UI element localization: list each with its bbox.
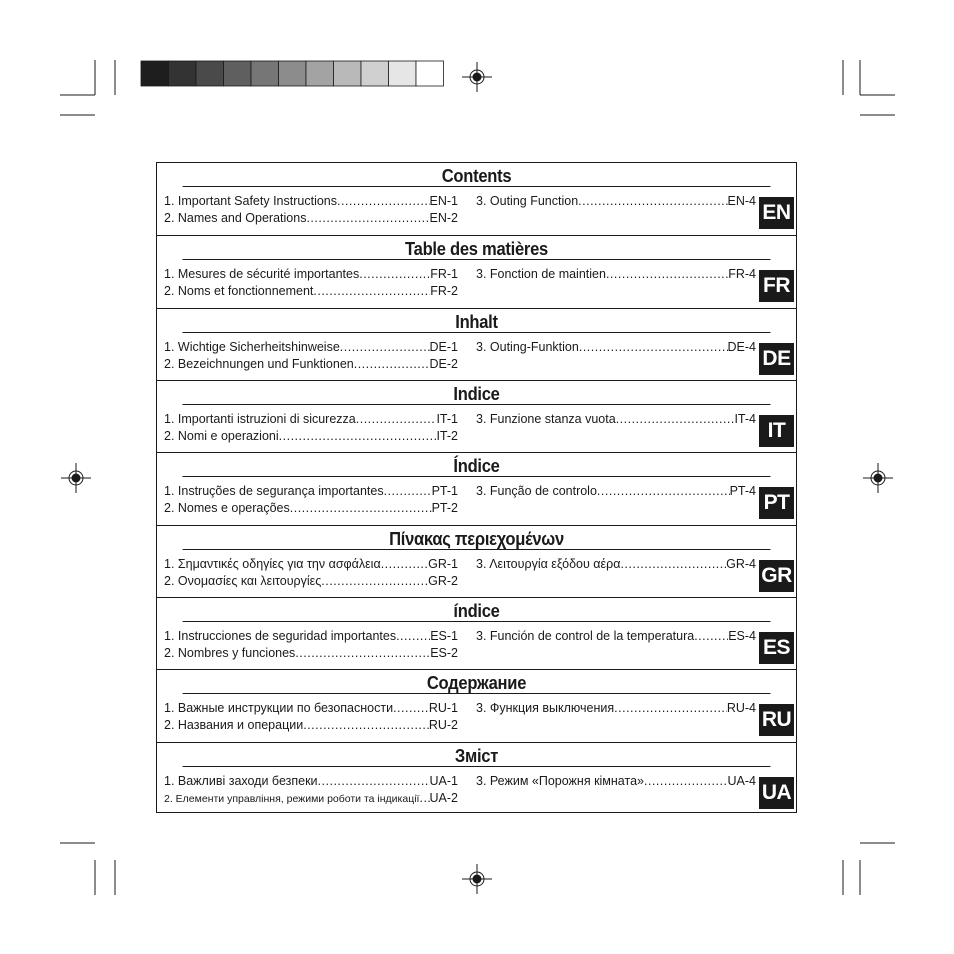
toc-section-pt [157, 452, 796, 524]
section-title: Зміст [183, 743, 771, 767]
entry-title: 2. Названия и операции [164, 718, 304, 733]
entry-title: 1. Важные инструкции по безопасности [164, 701, 394, 716]
entry-title: 1. Mesures de sécurité importantes [164, 267, 360, 282]
entry-title: 2. Nomes e operações [164, 501, 290, 516]
dot-leader [359, 266, 430, 283]
toc-section-ru [157, 669, 796, 741]
entry-page: IT-2 [436, 428, 458, 443]
entry-page: EN-1 [429, 194, 458, 208]
entry-page: PT-1 [431, 484, 458, 499]
dot-leader [419, 790, 429, 807]
toc-entry[interactable] [164, 210, 458, 227]
entry-title: 3. Función de control de la temperatura [476, 628, 695, 643]
language-badge: UA [759, 777, 794, 809]
dot-leader [616, 411, 735, 428]
dot-leader [356, 411, 437, 428]
entry-page: GR-1 [428, 556, 458, 571]
dot-leader [321, 573, 428, 590]
entry-title: 3. Режим «Порожня кімната» [476, 773, 644, 788]
toc-entry[interactable] [476, 556, 756, 573]
dot-leader [303, 717, 429, 734]
entry-page: RU-1 [428, 701, 458, 716]
toc-section-gr [157, 525, 796, 597]
language-badge: IT [759, 415, 794, 447]
toc-entry[interactable] [476, 339, 756, 356]
entry-title: 3. Outing-Funktion [476, 339, 579, 354]
entry-page: UA-4 [727, 773, 756, 788]
toc-entry[interactable] [164, 556, 458, 573]
entry-title: 2. Nombres y funciones [164, 645, 296, 660]
toc-entry[interactable] [476, 266, 756, 283]
dot-leader [337, 193, 430, 210]
entry-title: 2. Names and Operations [164, 211, 307, 225]
toc-section-ua [157, 742, 796, 814]
toc-entry[interactable] [164, 483, 458, 500]
color-swatch [169, 61, 197, 86]
dot-leader [396, 628, 430, 645]
dot-leader [279, 428, 437, 445]
entry-title: 1. Важливі заходи безпеки [164, 773, 318, 788]
entry-title: 2. Елементи управління, режими роботи та індикації [164, 792, 420, 805]
dot-leader [354, 356, 430, 373]
toc-entry[interactable] [164, 266, 458, 283]
toc-entry[interactable] [164, 193, 458, 210]
color-swatch [361, 61, 389, 86]
entry-title: 1. Importanti istruzioni di sicurezza [164, 411, 356, 426]
entry-page: FR-1 [430, 267, 458, 282]
section-title: Indice [183, 381, 771, 405]
entry-page: IT-4 [734, 411, 756, 426]
color-swatch [334, 61, 362, 86]
toc-entry[interactable] [476, 193, 756, 210]
dot-leader [318, 773, 430, 790]
language-badge: DE [759, 343, 794, 375]
toc-section-fr [157, 235, 796, 307]
toc-section-es [157, 597, 796, 669]
toc-entry[interactable] [476, 773, 756, 790]
registration-mark-top [462, 62, 492, 92]
entry-title: 2. Noms et fonctionnement [164, 284, 314, 299]
entry-title: 2. Nomi e operazioni [164, 428, 279, 443]
section-title: Contents [183, 163, 771, 187]
section-title: Πίνακας περιεχομένων [183, 526, 771, 550]
entry-page: DE-1 [429, 339, 458, 354]
language-badge: PT [759, 487, 794, 519]
dot-leader [644, 773, 728, 790]
language-badge: ES [759, 632, 794, 664]
toc-entry[interactable] [164, 283, 458, 300]
entry-title: 3. Funzione stanza vuota [476, 411, 616, 426]
dot-leader [295, 645, 430, 662]
entry-title: 2. Ονομασίες και λειτουργίες [164, 573, 322, 588]
toc-entry[interactable] [164, 700, 458, 717]
color-swatch [306, 61, 334, 86]
entry-page: FR-2 [430, 284, 458, 299]
entry-title: 1. Σημαντικές οδηγίες για την ασφάλεια [164, 556, 381, 571]
entry-page: ES-4 [728, 628, 756, 643]
toc-entry[interactable] [164, 645, 458, 662]
color-swatch [279, 61, 307, 86]
toc-entry[interactable] [164, 339, 458, 356]
entry-title: 2. Bezeichnungen und Funktionen [164, 356, 354, 371]
registration-mark-bottom [462, 864, 492, 894]
dot-leader [290, 500, 432, 517]
dot-leader [597, 483, 730, 500]
entry-page: GR-2 [428, 573, 458, 588]
entry-page: RU-2 [428, 718, 458, 733]
entry-page: UA-1 [429, 773, 458, 788]
entry-title: 1. Instrucciones de seguridad importantes [164, 628, 397, 643]
entry-title: 3. Λειτουργία εξόδου αέρα [476, 556, 621, 571]
entry-title: 1. Wichtige Sicherheitshinweise [164, 339, 340, 354]
entry-title: 3. Fonction de maintien [476, 267, 606, 282]
toc-section-en [157, 163, 796, 235]
section-title: Inhalt [183, 309, 771, 333]
registration-mark-right [863, 463, 893, 493]
color-bar [141, 61, 444, 86]
section-title: Содержание [183, 670, 771, 694]
toc-entry[interactable] [164, 428, 458, 445]
toc-entry[interactable] [164, 790, 458, 807]
section-title: Índice [183, 453, 771, 477]
dot-leader [384, 483, 432, 500]
toc-entry[interactable] [164, 717, 458, 734]
entry-page: RU-4 [726, 701, 756, 716]
dot-leader [620, 556, 726, 573]
dot-leader [306, 210, 429, 227]
entry-page: UA-2 [429, 790, 458, 805]
entry-title: 3. Функция выключения [476, 701, 615, 716]
dot-leader [313, 283, 430, 300]
toc-entry[interactable] [476, 411, 756, 428]
entry-title: 3. Outing Function [476, 194, 579, 208]
dot-leader [381, 556, 428, 573]
entry-page: PT-4 [729, 484, 756, 499]
language-badge: EN [759, 197, 794, 229]
section-title: índice [183, 598, 771, 622]
dot-leader [340, 339, 430, 356]
entry-page: DE-4 [727, 339, 756, 354]
dot-leader [614, 700, 727, 717]
color-swatch [251, 61, 279, 86]
dot-leader [393, 700, 429, 717]
toc-entry[interactable] [476, 483, 756, 500]
color-swatch [224, 61, 252, 86]
entry-page: EN-2 [429, 211, 458, 225]
entry-page: PT-2 [431, 501, 458, 516]
color-swatch [389, 61, 417, 86]
entry-page: GR-4 [726, 556, 756, 571]
entry-page: ES-1 [430, 628, 458, 643]
toc-entry[interactable] [164, 628, 458, 645]
toc-entry[interactable] [164, 356, 458, 373]
entry-page: EN-4 [727, 194, 756, 208]
dot-leader [579, 339, 728, 356]
entry-title: 3. Função de controlo [476, 484, 597, 499]
toc-section-it [157, 380, 796, 452]
toc-entry[interactable] [164, 773, 458, 790]
entry-page: DE-2 [429, 356, 458, 371]
dot-leader [694, 628, 728, 645]
entry-title: 1. Important Safety Instructions [164, 194, 337, 208]
entry-page: IT-1 [436, 411, 458, 426]
toc-section-de [157, 308, 796, 380]
dot-leader [578, 193, 727, 210]
entry-page: ES-2 [430, 645, 458, 660]
toc-entry[interactable] [476, 628, 756, 645]
toc-entry[interactable] [164, 573, 458, 590]
color-swatch [416, 61, 444, 86]
language-badge: RU [759, 704, 794, 736]
entry-page: FR-4 [728, 267, 756, 282]
language-badge: FR [759, 270, 794, 302]
toc-entry[interactable] [476, 700, 756, 717]
toc-entry[interactable] [164, 500, 458, 517]
color-swatch [196, 61, 224, 86]
registration-mark-left [61, 463, 91, 493]
color-swatch [141, 61, 169, 86]
language-badge: GR [759, 560, 794, 592]
table-of-contents [156, 162, 797, 813]
entry-title: 1. Instruções de segurança importantes [164, 484, 384, 499]
section-title: Table des matières [183, 236, 771, 260]
dot-leader [606, 266, 728, 283]
toc-entry[interactable] [164, 411, 458, 428]
